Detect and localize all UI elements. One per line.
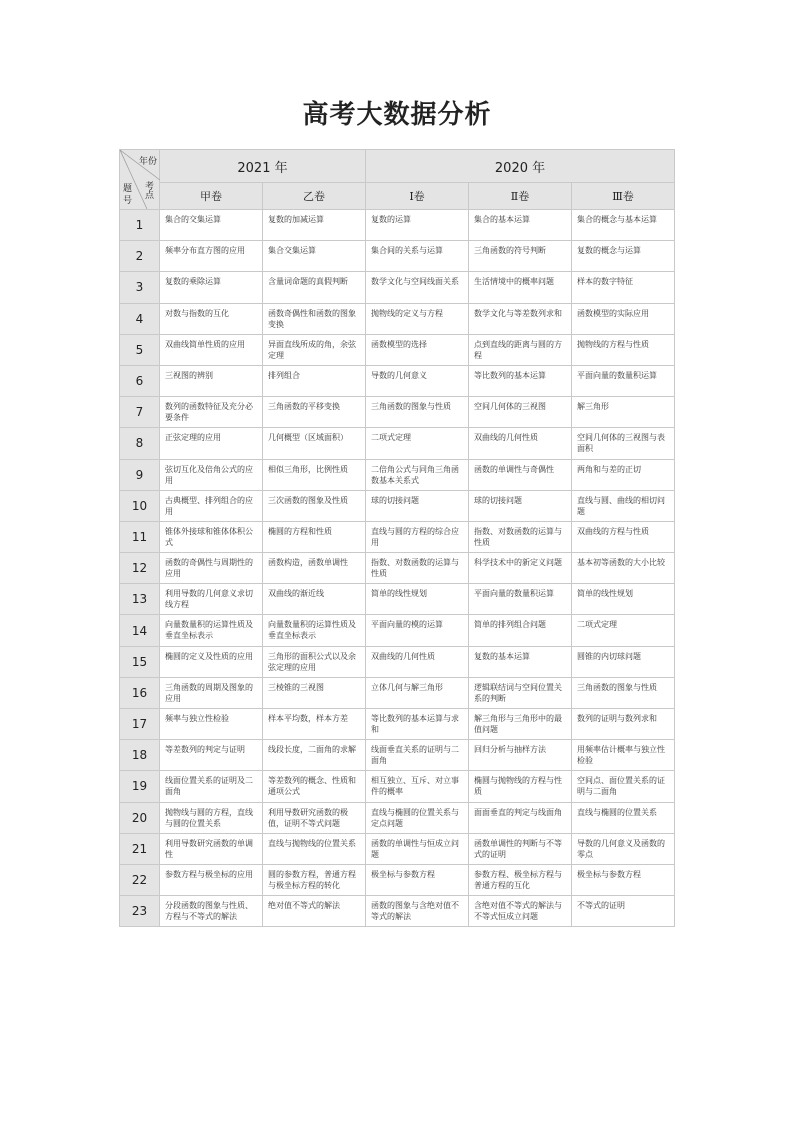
topic-cell: 逻辑联结词与空间位置关系的判断: [469, 677, 572, 708]
topic-cell: 函数的单调性与奇偶性: [469, 459, 572, 490]
topic-cell: 圆锥的内切球问题: [572, 646, 675, 677]
question-number: 10: [120, 490, 160, 521]
topic-cell: 平面向量的模的运算: [366, 615, 469, 646]
topic-cell: 球的切接问题: [366, 490, 469, 521]
topic-cell: 圆的参数方程，普通方程与极坐标方程的转化: [263, 864, 366, 895]
topic-cell: 抛物线的方程与性质: [572, 334, 675, 365]
topic-cell: 参数方程、极坐标方程与普通方程的互化: [469, 864, 572, 895]
topic-cell: 科学技术中的新定义问题: [469, 553, 572, 584]
topic-cell: 三角函数的图象与性质: [366, 397, 469, 428]
question-number: 20: [120, 802, 160, 833]
topic-cell: 含绝对值不等式的解法与不等式恒成立问题: [469, 896, 572, 927]
corner-label-point: 考点: [145, 182, 155, 201]
topic-cell: 空间几何体的三视图与表面积: [572, 428, 675, 459]
topic-cell: 三次函数的图象及性质: [263, 490, 366, 521]
topic-cell: 等比数列的基本运算与求和: [366, 709, 469, 740]
topic-cell: 函数的单调性与恒成立问题: [366, 833, 469, 864]
question-number: 16: [120, 677, 160, 708]
topic-cell: 等差数列的概念、性质和通项公式: [263, 771, 366, 802]
topic-cell: 数学文化与空间线面关系: [366, 272, 469, 303]
table-row: [120, 459, 675, 490]
question-number: 13: [120, 584, 160, 615]
topic-cell: 函数构造，函数单调性: [263, 553, 366, 584]
topic-cell: 双曲线的方程与性质: [572, 521, 675, 552]
topic-cell: 样本的数字特征: [572, 272, 675, 303]
topic-cell: 指数、对数函数的运算与性质: [366, 553, 469, 584]
topic-cell: 双曲线的几何性质: [469, 428, 572, 459]
topic-cell: 对数与指数的互化: [160, 303, 263, 334]
question-number: 15: [120, 646, 160, 677]
topic-cell: 绝对值不等式的解法: [263, 896, 366, 927]
table-row: [120, 833, 675, 864]
paper-header-3: Ⅲ卷: [572, 183, 675, 210]
topic-cell: 相互独立、互斥、对立事件的概率: [366, 771, 469, 802]
topic-cell: 三角函数的图象与性质: [572, 677, 675, 708]
table-row: [120, 365, 675, 396]
table-row: [120, 428, 675, 459]
table-row: [120, 210, 675, 241]
topic-cell: 生活情境中的概率问题: [469, 272, 572, 303]
topic-cell: 简单的线性规划: [572, 584, 675, 615]
topic-cell: 几何概型（区域面积）: [263, 428, 366, 459]
question-number: 17: [120, 709, 160, 740]
topic-cell: 直线与椭圆的位置关系与定点问题: [366, 802, 469, 833]
table-row: [120, 553, 675, 584]
year-2020-header: 2020 年: [366, 150, 675, 183]
topic-cell: 立体几何与解三角形: [366, 677, 469, 708]
topic-cell: 二项式定理: [366, 428, 469, 459]
topic-cell: 利用导数的几何意义求切线方程: [160, 584, 263, 615]
topic-cell: 弦切互化及倍角公式的应用: [160, 459, 263, 490]
table-row: [120, 303, 675, 334]
topic-cell: 导数的几何意义: [366, 365, 469, 396]
table-row: [120, 740, 675, 771]
question-number: 7: [120, 397, 160, 428]
topic-cell: 线段长度，二面角的求解: [263, 740, 366, 771]
topic-cell: 频率分布直方图的应用: [160, 241, 263, 272]
topic-cell: 抛物线与圆的方程，直线与圆的位置关系: [160, 802, 263, 833]
table-row: [120, 241, 675, 272]
exam-analysis-table: [119, 149, 675, 927]
topic-cell: 复数的乘除运算: [160, 272, 263, 303]
table-row: [120, 896, 675, 927]
topic-cell: 导数的几何意义及函数的零点: [572, 833, 675, 864]
topic-cell: 极坐标与参数方程: [572, 864, 675, 895]
topic-cell: 古典概型、排列组合的应用: [160, 490, 263, 521]
question-number: 22: [120, 864, 160, 895]
table-row: [120, 802, 675, 833]
question-number: 1: [120, 210, 160, 241]
topic-cell: 直线与抛物线的位置关系: [263, 833, 366, 864]
table-row: [120, 521, 675, 552]
topic-cell: 三角函数的平移变换: [263, 397, 366, 428]
topic-cell: 简单的线性规划: [366, 584, 469, 615]
topic-cell: 面面垂直的判定与线面角: [469, 802, 572, 833]
question-number: 4: [120, 303, 160, 334]
table-row: [120, 864, 675, 895]
topic-cell: 数列的函数特征及充分必要条件: [160, 397, 263, 428]
topic-cell: 空间几何体的三视图: [469, 397, 572, 428]
topic-cell: 函数模型的选择: [366, 334, 469, 365]
topic-cell: 指数、对数函数的运算与性质: [469, 521, 572, 552]
question-number: 3: [120, 272, 160, 303]
topic-cell: 极坐标与参数方程: [366, 864, 469, 895]
topic-cell: 频率与独立性检验: [160, 709, 263, 740]
topic-cell: 函数模型的实际应用: [572, 303, 675, 334]
topic-cell: 直线与圆、曲线的相切问题: [572, 490, 675, 521]
paper-header-1: Ⅰ卷: [366, 183, 469, 210]
table-row: [120, 771, 675, 802]
topic-cell: 排列组合: [263, 365, 366, 396]
topic-cell: 线面垂直关系的证明与二面角: [366, 740, 469, 771]
corner-label-number: 题号: [123, 184, 133, 206]
topic-cell: 线面位置关系的证明及二面角: [160, 771, 263, 802]
topic-cell: 复数的运算: [366, 210, 469, 241]
topic-cell: 基本初等函数的大小比较: [572, 553, 675, 584]
topic-cell: 正弦定理的应用: [160, 428, 263, 459]
topic-cell: 抛物线的定义与方程: [366, 303, 469, 334]
topic-cell: 点到直线的距离与圆的方程: [469, 334, 572, 365]
table-row: [120, 397, 675, 428]
topic-cell: 集合交集运算: [263, 241, 366, 272]
topic-cell: 集合的概念与基本运算: [572, 210, 675, 241]
topic-cell: 解三角形与三角形中的最值问题: [469, 709, 572, 740]
topic-cell: 二倍角公式与同角三角函数基本关系式: [366, 459, 469, 490]
topic-cell: 复数的基本运算: [469, 646, 572, 677]
page-title: 高考大数据分析: [302, 100, 492, 130]
table-row: [120, 615, 675, 646]
topic-cell: 集合的基本运算: [469, 210, 572, 241]
topic-cell: 空间点、面位置关系的证明与二面角: [572, 771, 675, 802]
topic-cell: 参数方程与极坐标的应用: [160, 864, 263, 895]
topic-cell: 平面向量的数量积运算: [572, 365, 675, 396]
table-corner-header: [120, 150, 160, 210]
question-number: 2: [120, 241, 160, 272]
topic-cell: 三角函数的符号判断: [469, 241, 572, 272]
question-number: 8: [120, 428, 160, 459]
topic-cell: 复数的加减运算: [263, 210, 366, 241]
question-number: 14: [120, 615, 160, 646]
paper-header-yi: 乙卷: [263, 183, 366, 210]
topic-cell: 分段函数的图象与性质、方程与不等式的解法: [160, 896, 263, 927]
topic-cell: 双曲线的渐近线: [263, 584, 366, 615]
topic-cell: 函数奇偶性和函数的图象变换: [263, 303, 366, 334]
topic-cell: 函数单调性的判断与不等式的证明: [469, 833, 572, 864]
topic-cell: 函数的奇偶性与周期性的应用: [160, 553, 263, 584]
topic-cell: 不等式的证明: [572, 896, 675, 927]
table-row: [120, 584, 675, 615]
question-number: 12: [120, 553, 160, 584]
topic-cell: 三角形的面积公式以及余弦定理的应用: [263, 646, 366, 677]
topic-cell: 异面直线所成的角，余弦定理: [263, 334, 366, 365]
topic-cell: 向量数量积的运算性质及垂直坐标表示: [263, 615, 366, 646]
topic-cell: 平面向量的数量积运算: [469, 584, 572, 615]
topic-cell: 三角函数的周期及图象的应用: [160, 677, 263, 708]
table-row: [120, 646, 675, 677]
topic-cell: 直线与椭圆的位置关系: [572, 802, 675, 833]
table-body: [120, 210, 675, 927]
topic-cell: 利用导数研究函数的单调性: [160, 833, 263, 864]
topic-cell: 样本平均数，样本方差: [263, 709, 366, 740]
question-number: 19: [120, 771, 160, 802]
topic-cell: 简单的排列组合问题: [469, 615, 572, 646]
topic-cell: 椭圆的定义及性质的应用: [160, 646, 263, 677]
year-2021-header: 2021 年: [160, 150, 366, 183]
topic-cell: 锥体外接球和锥体体积公式: [160, 521, 263, 552]
paper-header-jia: 甲卷: [160, 183, 263, 210]
topic-cell: 用频率估计概率与独立性检验: [572, 740, 675, 771]
question-number: 5: [120, 334, 160, 365]
topic-cell: 数列的证明与数列求和: [572, 709, 675, 740]
table-row: [120, 709, 675, 740]
table-row: [120, 490, 675, 521]
question-number: 21: [120, 833, 160, 864]
topic-cell: 复数的概念与运算: [572, 241, 675, 272]
topic-cell: 二项式定理: [572, 615, 675, 646]
topic-cell: 直线与圆的方程的综合应用: [366, 521, 469, 552]
question-number: 6: [120, 365, 160, 396]
topic-cell: 球的切接问题: [469, 490, 572, 521]
paper-header-2: Ⅱ卷: [469, 183, 572, 210]
corner-label-year: 年份: [138, 157, 157, 167]
question-number: 18: [120, 740, 160, 771]
question-number: 11: [120, 521, 160, 552]
topic-cell: 双曲线简单性质的应用: [160, 334, 263, 365]
table-row: [120, 272, 675, 303]
topic-cell: 三视图的辨别: [160, 365, 263, 396]
topic-cell: 数学文化与等差数列求和: [469, 303, 572, 334]
topic-cell: 含量词命题的真假判断: [263, 272, 366, 303]
topic-cell: 回归分析与抽样方法: [469, 740, 572, 771]
topic-cell: 利用导数研究函数的极值，证明不等式问题: [263, 802, 366, 833]
topic-cell: 集合间的关系与运算: [366, 241, 469, 272]
topic-cell: 解三角形: [572, 397, 675, 428]
topic-cell: 两角和与差的正切: [572, 459, 675, 490]
topic-cell: 双曲线的几何性质: [366, 646, 469, 677]
topic-cell: 集合的交集运算: [160, 210, 263, 241]
topic-cell: 三棱锥的三视图: [263, 677, 366, 708]
question-number: 9: [120, 459, 160, 490]
table-row: [120, 334, 675, 365]
topic-cell: 椭圆与抛物线的方程与性质: [469, 771, 572, 802]
topic-cell: 等差数列的判定与证明: [160, 740, 263, 771]
topic-cell: 椭圆的方程和性质: [263, 521, 366, 552]
topic-cell: 向量数量积的运算性质及垂直坐标表示: [160, 615, 263, 646]
topic-cell: 函数的图象与含绝对值不等式的解法: [366, 896, 469, 927]
topic-cell: 相似三角形，比例性质: [263, 459, 366, 490]
table-row: [120, 677, 675, 708]
topic-cell: 等比数列的基本运算: [469, 365, 572, 396]
question-number: 23: [120, 896, 160, 927]
